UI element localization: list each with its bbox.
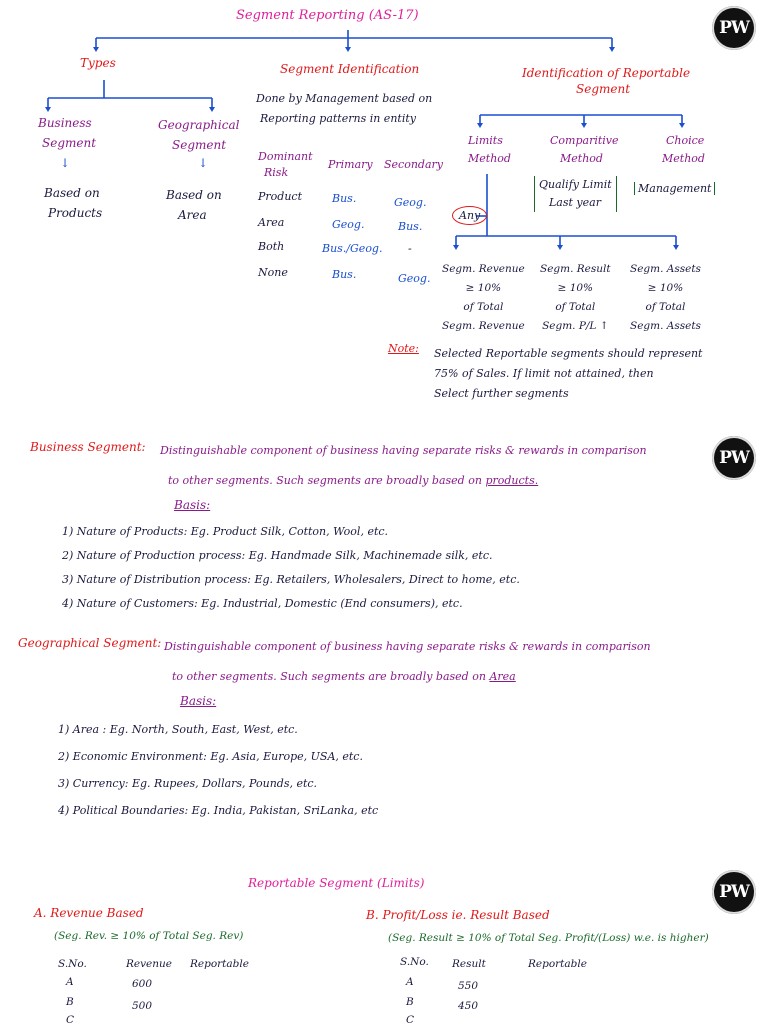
table-cell: None <box>258 266 288 279</box>
list-item: 3) Nature of Distribution process: Eg. Retailers, Wholesalers, Direct to home, etc. <box>62 573 520 586</box>
table-cell: C <box>406 1014 415 1026</box>
table-cell: B <box>66 996 74 1008</box>
table-cell: A <box>406 976 414 988</box>
pw-logo: PW <box>712 870 756 914</box>
business-segment-label-2: Segment <box>42 136 97 150</box>
col-header-risk: Risk <box>264 166 289 179</box>
note-label: Note: <box>388 342 419 355</box>
table-cell: 500 <box>132 1000 153 1012</box>
table-cell: Bus. <box>332 192 357 205</box>
business-definition-2: to other segments. Such segments are broadly based on products. <box>168 474 539 487</box>
business-definition: Distinguishable component of business having separate risks & rewards in comparison <box>160 444 647 457</box>
comparative-note: Qualify Limit Last year <box>534 176 617 212</box>
reportable-limits-title: Reportable Segment (Limits) <box>248 876 425 890</box>
col-header-reportable: Reportable <box>528 958 587 970</box>
geographical-segment-label-2: Segment <box>172 138 227 152</box>
table-cell: Geog. <box>332 218 365 231</box>
business-basis-list <box>62 520 520 616</box>
method-limits: Limits <box>468 134 503 147</box>
down-arrow-icon: ↓ <box>60 156 71 170</box>
result-based-rule: (Seg. Result ≥ 10% of Total Seg. Profit/(Loss) w.e. is higher) <box>388 932 709 944</box>
table-cell: B <box>406 996 414 1008</box>
pw-logo: PW <box>712 6 756 50</box>
criteria-assets: Segm. Assets ≥ 10% of Total Segm. Assets <box>630 263 701 332</box>
choice-note: Management <box>634 182 715 195</box>
method-choice: Choice <box>666 134 705 147</box>
reportable-label-2: Segment <box>576 82 631 96</box>
col-header-sno: S.No. <box>58 958 87 970</box>
table-cell: 600 <box>132 978 153 990</box>
col-header-sno: S.No. <box>400 956 429 968</box>
page-title: Segment Reporting (AS-17) <box>236 8 419 23</box>
down-arrow-icon: ↓ <box>198 156 209 170</box>
revenue-based-heading: A. Revenue Based <box>34 906 144 920</box>
method-limits-2: Method <box>468 152 511 165</box>
list-item: 2) Economic Environment: Eg. Asia, Europe, USA, etc. <box>58 750 363 763</box>
geographical-segment-label: Geographical <box>158 118 240 132</box>
method-choice-2: Method <box>662 152 705 165</box>
geographical-definition-2: to other segments. Such segments are broadly based on Area <box>172 670 516 683</box>
list-item: 2) Nature of Production process: Eg. Handmade Silk, Machinemade silk, etc. <box>62 549 493 562</box>
table-cell: Area <box>258 216 285 229</box>
business-segment-heading: Business Segment: <box>30 440 146 454</box>
types-label: Types <box>80 56 116 70</box>
list-item: 1) Area : Eg. North, South, East, West, etc. <box>58 723 298 736</box>
table-cell: 450 <box>458 1000 479 1012</box>
criteria-revenue: Segm. Revenue ≥ 10% of Total Segm. Revenue <box>442 263 525 332</box>
identification-desc-2: Reporting patterns in entity <box>260 112 416 125</box>
identification-desc: Done by Management based on <box>256 92 433 105</box>
table-cell: Bus./Geog. <box>322 242 383 255</box>
segment-identification-label: Segment Identification <box>280 62 420 76</box>
table-cell: - <box>408 242 412 255</box>
business-basis: Based on <box>44 186 100 200</box>
table-cell: Bus. <box>332 268 357 281</box>
table-cell: Geog. <box>394 196 427 209</box>
note-text: Selected Reportable segments should represent 75% of Sales. If limit not attained, then Select further segments <box>434 347 703 400</box>
list-item: 1) Nature of Products: Eg. Product Silk, Cotton, Wool, etc. <box>62 525 389 538</box>
list-item: 3) Currency: Eg. Rupees, Dollars, Pounds, etc. <box>58 777 318 790</box>
geographical-basis: Based on <box>166 188 222 202</box>
col-header-revenue: Revenue <box>126 958 173 970</box>
result-based-heading: B. Profit/Loss ie. Result Based <box>366 908 550 922</box>
method-comparative: Comparitive <box>550 134 619 147</box>
table-cell: Product <box>258 190 302 203</box>
table-cell: Bus. <box>398 220 423 233</box>
any-badge: Any <box>452 206 487 225</box>
col-header-reportable: Reportable <box>190 958 249 970</box>
business-segment-label: Business <box>38 116 92 130</box>
table-cell: 550 <box>458 980 479 992</box>
criteria-result: Segm. Result ≥ 10% of Total Segm. P/L ↑ <box>540 263 611 332</box>
business-basis-label: Basis: <box>174 498 211 512</box>
geographical-basis-list <box>58 716 378 824</box>
list-item: 4) Political Boundaries: Eg. India, Pakistan, SriLanka, etc <box>58 804 379 817</box>
col-header-dominant: Dominant <box>258 150 313 163</box>
geographical-segment-heading: Geographical Segment: <box>18 636 162 650</box>
revenue-based-rule: (Seg. Rev. ≥ 10% of Total Seg. Rev) <box>54 930 244 942</box>
table-cell: C <box>66 1014 75 1026</box>
col-header-result: Result <box>452 958 486 970</box>
geographical-basis-2: Area <box>178 208 207 222</box>
table-cell: Both <box>258 240 285 253</box>
geographical-basis-label: Basis: <box>180 694 217 708</box>
geographical-definition: Distinguishable component of business having separate risks & rewards in comparison <box>164 640 651 653</box>
table-cell: A <box>66 976 74 988</box>
table-cell: Geog. <box>398 272 431 285</box>
reportable-label: Identification of Reportable <box>522 66 691 80</box>
list-item: 4) Nature of Customers: Eg. Industrial, Domestic (End consumers), etc. <box>62 597 463 610</box>
col-header-secondary: Secondary <box>384 158 443 171</box>
col-header-primary: Primary <box>328 158 373 171</box>
pw-logo: PW <box>712 436 756 480</box>
method-comparative-2: Method <box>560 152 603 165</box>
business-basis-2: Products <box>48 206 103 220</box>
